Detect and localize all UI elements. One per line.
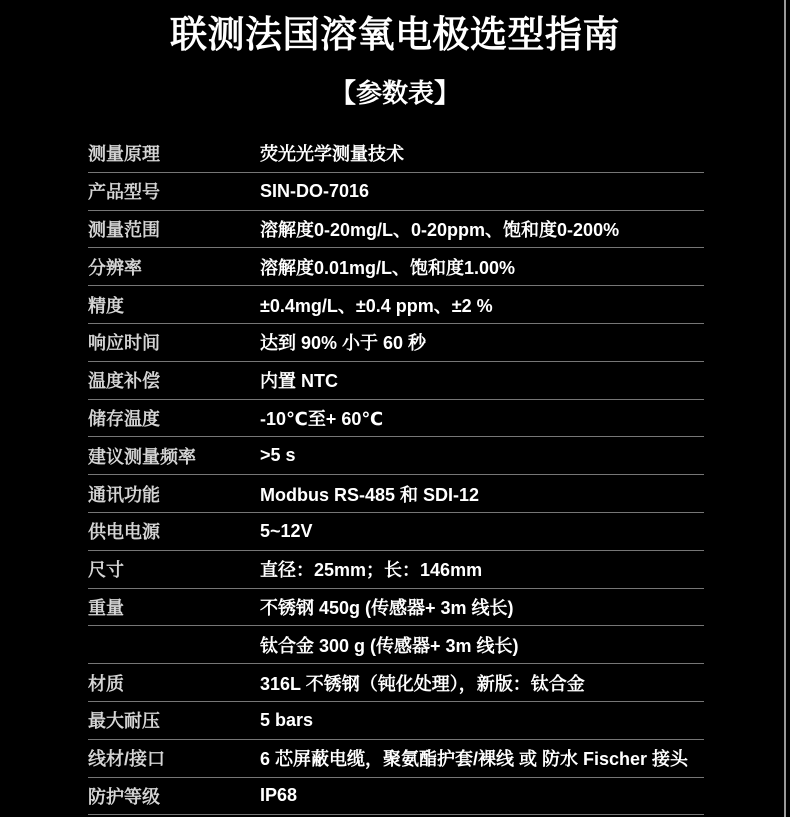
spec-value: Modbus RS-485 和 SDI-12 <box>260 484 480 505</box>
spec-value: -10℃至+ 60℃ <box>260 408 384 429</box>
spec-label: 最大耐压 <box>88 711 160 732</box>
spec-value: 6 芯屏蔽电缆，聚氨酯护套/裸线 或 防水 Fischer 接头 <box>260 749 689 770</box>
spec-value: 5 bars <box>260 709 314 730</box>
spec-value: SIN-DO-7016 <box>260 180 370 201</box>
right-edge-line <box>784 0 786 817</box>
table-row <box>88 626 704 664</box>
spec-value: ±0.4mg/L、±0.4 ppm、±2 % <box>260 295 493 316</box>
spec-label: 供电电源 <box>88 522 160 543</box>
table-row <box>88 702 704 740</box>
table-row <box>88 740 704 778</box>
table-row <box>88 551 704 589</box>
spec-value: 内置 NTC <box>260 371 338 392</box>
spec-value: >5 s <box>260 445 296 466</box>
table-row <box>88 362 704 400</box>
table-row <box>88 286 704 324</box>
spec-label: 线材/接口 <box>88 749 166 770</box>
spec-label: 尺寸 <box>88 560 124 581</box>
spec-label: 通讯功能 <box>88 484 160 505</box>
spec-value: 直径：25mm；长：146mm <box>260 560 483 581</box>
spec-value: 5~12V <box>260 520 313 541</box>
table-row <box>88 778 704 816</box>
table-row <box>88 211 704 249</box>
spec-value: IP68 <box>260 785 298 806</box>
spec-label: 材质 <box>88 673 124 694</box>
spec-label: 产品型号 <box>88 182 160 203</box>
spec-value: 荧光光学测量技术 <box>260 144 404 165</box>
spec-label: 建议测量频率 <box>88 446 196 467</box>
spec-value: 316L 不锈钢（钝化处理），新版：钛合金 <box>260 673 585 694</box>
table-row <box>88 248 704 286</box>
table-row <box>88 135 704 173</box>
spec-label: 温度补偿 <box>88 371 160 392</box>
table-row <box>88 173 704 211</box>
table-row <box>88 437 704 475</box>
spec-label: 储存温度 <box>88 408 160 429</box>
spec-value: 钛合金 300 g (传感器+ 3m 线长) <box>260 635 519 656</box>
spec-label: 测量范围 <box>88 219 160 240</box>
spec-value: 溶解度0.01mg/L、饱和度1.00% <box>260 257 516 278</box>
spec-label: 测量原理 <box>88 144 160 165</box>
spec-value: 溶解度0-20mg/L、0-20ppm、饱和度0-200% <box>260 219 620 240</box>
spec-label: 重量 <box>88 597 124 618</box>
table-row <box>88 324 704 362</box>
spec-label: 防护等级 <box>88 786 160 807</box>
spec-label: 分辨率 <box>88 257 142 278</box>
table-row <box>88 513 704 551</box>
page-subtitle: 【参数表】 <box>329 78 460 108</box>
spec-table <box>88 135 704 815</box>
table-row <box>88 475 704 513</box>
spec-value: 达到 90% 小于 60 秒 <box>260 333 427 354</box>
spec-label: 响应时间 <box>88 333 160 354</box>
table-row <box>88 664 704 702</box>
spec-value: 不锈钢 450g (传感器+ 3m 线长) <box>260 597 514 618</box>
spec-label: 精度 <box>88 295 124 316</box>
page-title: 联测法国溶氧电极选型指南 <box>170 14 620 55</box>
table-row <box>88 589 704 627</box>
table-row <box>88 400 704 438</box>
